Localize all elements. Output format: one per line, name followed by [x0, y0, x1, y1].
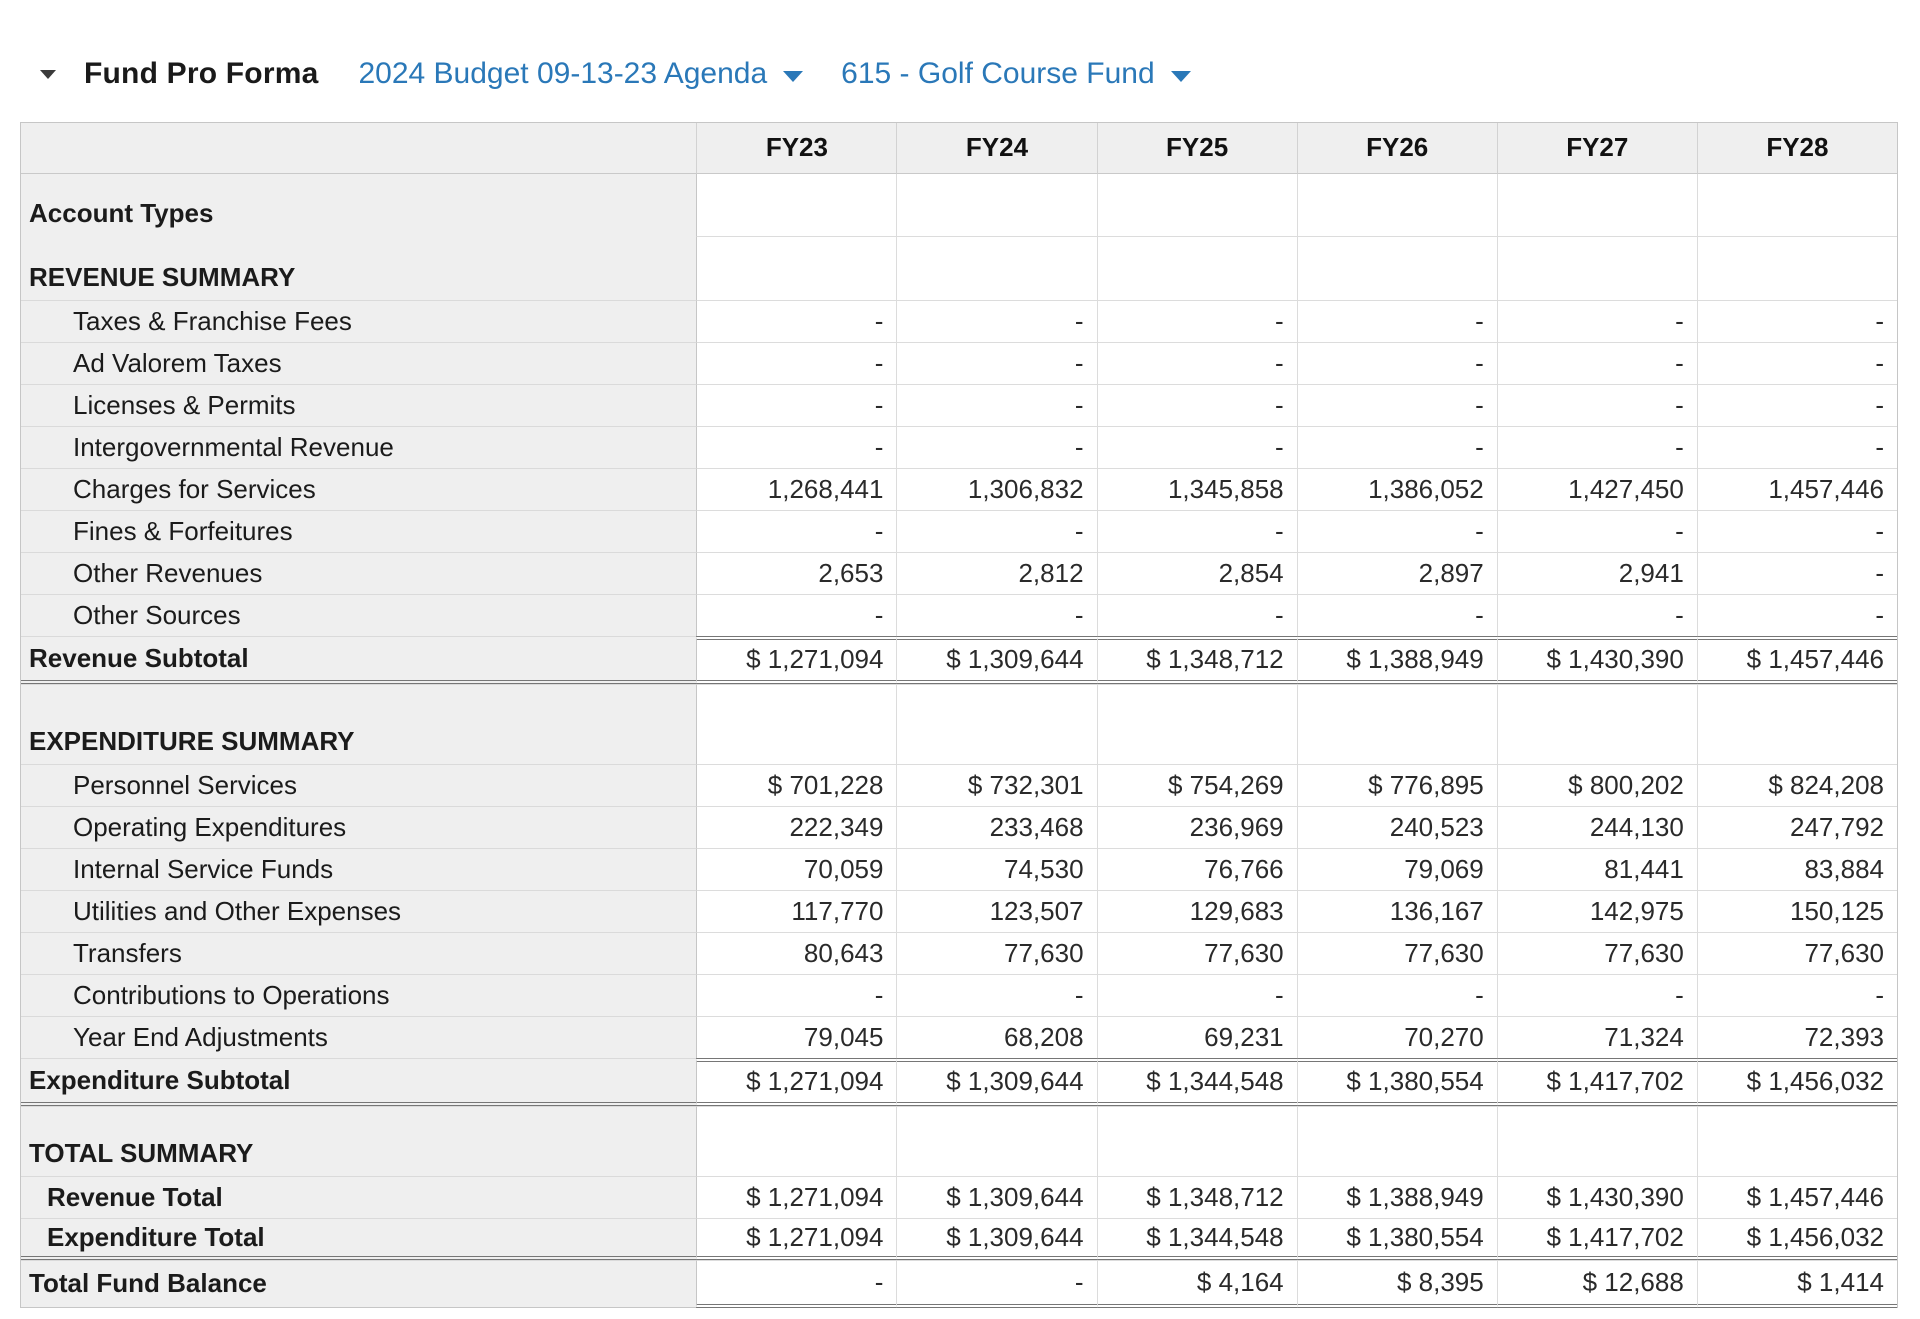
value-cell-fy26: 70,270 — [1297, 1016, 1497, 1058]
value-cell-fy26: $ 1,388,949 — [1297, 636, 1497, 684]
value-cell-fy24: 74,530 — [896, 848, 1096, 890]
value-cell-fy28: - — [1697, 426, 1897, 468]
table-row — [21, 974, 1897, 1016]
value-cell-fy27: 244,130 — [1497, 806, 1697, 848]
value-cell-fy27: - — [1497, 974, 1697, 1016]
value-cell-fy27: 142,975 — [1497, 890, 1697, 932]
value-cell-fy28: $ 1,457,446 — [1697, 636, 1897, 684]
value-cell-fy24 — [896, 1106, 1096, 1176]
value-cell-fy27: - — [1497, 384, 1697, 426]
value-cell-fy24 — [896, 236, 1096, 300]
row-label-cell: Taxes & Franchise Fees — [21, 300, 696, 342]
value-cell-fy23: 1,268,441 — [696, 468, 896, 510]
row-label-cell: REVENUE SUMMARY — [21, 236, 696, 300]
value-cell-fy25: $ 4,164 — [1097, 1260, 1297, 1308]
value-cell-fy25: - — [1097, 300, 1297, 342]
value-cell-fy27 — [1497, 174, 1697, 236]
table-row — [21, 806, 1897, 848]
row-label-cell: Other Revenues — [21, 552, 696, 594]
value-cell-fy26 — [1297, 684, 1497, 764]
value-cell-fy28: - — [1697, 974, 1897, 1016]
value-cell-fy23: $ 1,271,094 — [696, 636, 896, 684]
value-cell-fy23: $ 1,271,094 — [696, 1218, 896, 1260]
row-label-cell: Intergovernmental Revenue — [21, 426, 696, 468]
value-cell-fy26: - — [1297, 974, 1497, 1016]
row-label-cell: Other Sources — [21, 594, 696, 636]
table-row — [21, 764, 1897, 806]
row-label-cell: Fines & Forfeitures — [21, 510, 696, 552]
row-label-cell: Revenue Subtotal — [21, 636, 696, 684]
table-row — [21, 552, 1897, 594]
value-cell-fy24: $ 1,309,644 — [896, 636, 1096, 684]
value-cell-fy26: 2,897 — [1297, 552, 1497, 594]
value-cell-fy26: $ 1,388,949 — [1297, 1176, 1497, 1218]
value-cell-fy27: $ 1,430,390 — [1497, 636, 1697, 684]
value-cell-fy26: - — [1297, 300, 1497, 342]
value-cell-fy26 — [1297, 174, 1497, 236]
value-cell-fy25 — [1097, 174, 1297, 236]
value-cell-fy24: - — [896, 300, 1096, 342]
column-header-fy26: FY26 — [1297, 123, 1497, 174]
table-row — [21, 1176, 1897, 1218]
value-cell-fy28: - — [1697, 342, 1897, 384]
value-cell-fy27: - — [1497, 342, 1697, 384]
table-row — [21, 300, 1897, 342]
value-cell-fy26: $ 1,380,554 — [1297, 1218, 1497, 1260]
value-cell-fy28: 77,630 — [1697, 932, 1897, 974]
value-cell-fy23: $ 701,228 — [696, 764, 896, 806]
value-cell-fy23: - — [696, 300, 896, 342]
value-cell-fy23: - — [696, 1260, 896, 1308]
value-cell-fy27: - — [1497, 594, 1697, 636]
value-cell-fy24 — [896, 684, 1096, 764]
value-cell-fy25: 236,969 — [1097, 806, 1297, 848]
row-label-cell: Transfers — [21, 932, 696, 974]
value-cell-fy26: $ 1,380,554 — [1297, 1058, 1497, 1106]
value-cell-fy27: 2,941 — [1497, 552, 1697, 594]
value-cell-fy27: - — [1497, 426, 1697, 468]
row-label-cell: Expenditure Subtotal — [21, 1058, 696, 1106]
value-cell-fy27 — [1497, 1106, 1697, 1176]
value-cell-fy28: - — [1697, 384, 1897, 426]
value-cell-fy27: 81,441 — [1497, 848, 1697, 890]
table-row — [21, 594, 1897, 636]
row-label-cell: Operating Expenditures — [21, 806, 696, 848]
collapse-section-icon[interactable] — [40, 70, 56, 79]
table-row — [21, 174, 1897, 236]
row-label-cell: Revenue Total — [21, 1176, 696, 1218]
value-cell-fy24: - — [896, 342, 1096, 384]
row-label-cell: Utilities and Other Expenses — [21, 890, 696, 932]
table-row — [21, 426, 1897, 468]
value-cell-fy25 — [1097, 236, 1297, 300]
value-cell-fy27: - — [1497, 510, 1697, 552]
value-cell-fy23: 70,059 — [696, 848, 896, 890]
value-cell-fy23: 222,349 — [696, 806, 896, 848]
budget-selector-dropdown[interactable] — [358, 57, 803, 91]
value-cell-fy28: 1,457,446 — [1697, 468, 1897, 510]
value-cell-fy23: 80,643 — [696, 932, 896, 974]
value-cell-fy23 — [696, 684, 896, 764]
value-cell-fy25: 2,854 — [1097, 552, 1297, 594]
corner-header-cell — [21, 123, 696, 174]
value-cell-fy24: - — [896, 1260, 1096, 1308]
table-row — [21, 384, 1897, 426]
table-row — [21, 1058, 1897, 1106]
value-cell-fy26: 79,069 — [1297, 848, 1497, 890]
column-header-fy24: FY24 — [896, 123, 1096, 174]
value-cell-fy23: - — [696, 342, 896, 384]
value-cell-fy25: 1,345,858 — [1097, 468, 1297, 510]
fund-selector-label: 615 - Golf Course Fund — [841, 57, 1155, 90]
value-cell-fy26: - — [1297, 510, 1497, 552]
value-cell-fy24: 233,468 — [896, 806, 1096, 848]
value-cell-fy27: $ 1,430,390 — [1497, 1176, 1697, 1218]
page-title: Fund Pro Forma — [84, 57, 319, 90]
value-cell-fy28: 72,393 — [1697, 1016, 1897, 1058]
value-cell-fy27 — [1497, 236, 1697, 300]
column-header-fy25: FY25 — [1097, 123, 1297, 174]
value-cell-fy24: 68,208 — [896, 1016, 1096, 1058]
row-label-cell: Contributions to Operations — [21, 974, 696, 1016]
value-cell-fy24 — [896, 174, 1096, 236]
value-cell-fy23: 2,653 — [696, 552, 896, 594]
value-cell-fy24: $ 1,309,644 — [896, 1176, 1096, 1218]
row-label-cell: Licenses & Permits — [21, 384, 696, 426]
table-row — [21, 1106, 1897, 1176]
value-cell-fy26: - — [1297, 384, 1497, 426]
value-cell-fy24: - — [896, 594, 1096, 636]
table-row — [21, 1260, 1897, 1308]
value-cell-fy25: - — [1097, 342, 1297, 384]
row-label-cell: Personnel Services — [21, 764, 696, 806]
value-cell-fy26: $ 8,395 — [1297, 1260, 1497, 1308]
row-label-cell: Ad Valorem Taxes — [21, 342, 696, 384]
chevron-down-icon — [783, 71, 803, 82]
value-cell-fy25: $ 1,344,548 — [1097, 1058, 1297, 1106]
table-row — [21, 932, 1897, 974]
column-header-fy28: FY28 — [1697, 123, 1897, 174]
value-cell-fy24: 1,306,832 — [896, 468, 1096, 510]
value-cell-fy23: - — [696, 384, 896, 426]
value-cell-fy23 — [696, 174, 896, 236]
value-cell-fy25: 69,231 — [1097, 1016, 1297, 1058]
table-row — [21, 1016, 1897, 1058]
value-cell-fy25: $ 1,344,548 — [1097, 1218, 1297, 1260]
column-header-fy23: FY23 — [696, 123, 896, 174]
table-header — [21, 123, 1897, 174]
value-cell-fy28: 150,125 — [1697, 890, 1897, 932]
value-cell-fy28 — [1697, 236, 1897, 300]
value-cell-fy25: - — [1097, 384, 1297, 426]
value-cell-fy28: 83,884 — [1697, 848, 1897, 890]
value-cell-fy26: 240,523 — [1297, 806, 1497, 848]
row-label-cell: Total Fund Balance — [21, 1260, 696, 1308]
value-cell-fy28: $ 824,208 — [1697, 764, 1897, 806]
value-cell-fy24: - — [896, 974, 1096, 1016]
value-cell-fy25 — [1097, 684, 1297, 764]
value-cell-fy23: 117,770 — [696, 890, 896, 932]
value-cell-fy25: 129,683 — [1097, 890, 1297, 932]
value-cell-fy27 — [1497, 684, 1697, 764]
value-cell-fy27: 71,324 — [1497, 1016, 1697, 1058]
value-cell-fy26: - — [1297, 426, 1497, 468]
value-cell-fy24: $ 1,309,644 — [896, 1058, 1096, 1106]
value-cell-fy28: - — [1697, 594, 1897, 636]
value-cell-fy27: $ 12,688 — [1497, 1260, 1697, 1308]
value-cell-fy26: 136,167 — [1297, 890, 1497, 932]
value-cell-fy24: - — [896, 510, 1096, 552]
table-row — [21, 636, 1897, 684]
table-row — [21, 684, 1897, 764]
value-cell-fy25: - — [1097, 426, 1297, 468]
value-cell-fy28: $ 1,457,446 — [1697, 1176, 1897, 1218]
value-cell-fy23: 79,045 — [696, 1016, 896, 1058]
table-row — [21, 342, 1897, 384]
value-cell-fy26: - — [1297, 342, 1497, 384]
pro-forma-table — [20, 122, 1898, 1308]
table-row — [21, 236, 1897, 300]
table-row — [21, 848, 1897, 890]
value-cell-fy27: $ 1,417,702 — [1497, 1058, 1697, 1106]
row-label-cell: TOTAL SUMMARY — [21, 1106, 696, 1176]
value-cell-fy28: - — [1697, 510, 1897, 552]
table-row — [21, 468, 1897, 510]
row-label-cell: Expenditure Total — [21, 1218, 696, 1260]
value-cell-fy25: $ 1,348,712 — [1097, 1176, 1297, 1218]
value-cell-fy25: - — [1097, 974, 1297, 1016]
budget-selector-label: 2024 Budget 09-13-23 Agenda — [358, 57, 768, 90]
fund-selector-dropdown[interactable] — [841, 57, 1191, 91]
table-row — [21, 1218, 1897, 1260]
table-row — [21, 510, 1897, 552]
value-cell-fy25: 77,630 — [1097, 932, 1297, 974]
value-cell-fy24: - — [896, 384, 1096, 426]
value-cell-fy26: 77,630 — [1297, 932, 1497, 974]
value-cell-fy25: 76,766 — [1097, 848, 1297, 890]
value-cell-fy25 — [1097, 1106, 1297, 1176]
chevron-down-icon — [1171, 71, 1191, 82]
value-cell-fy27: $ 800,202 — [1497, 764, 1697, 806]
value-cell-fy25: - — [1097, 510, 1297, 552]
value-cell-fy24: $ 732,301 — [896, 764, 1096, 806]
value-cell-fy26: 1,386,052 — [1297, 468, 1497, 510]
value-cell-fy24: - — [896, 426, 1096, 468]
value-cell-fy23 — [696, 1106, 896, 1176]
value-cell-fy24: 77,630 — [896, 932, 1096, 974]
row-label-cell: EXPENDITURE SUMMARY — [21, 684, 696, 764]
column-header-fy27: FY27 — [1497, 123, 1697, 174]
value-cell-fy24: 123,507 — [896, 890, 1096, 932]
value-cell-fy23: - — [696, 594, 896, 636]
table-body — [21, 174, 1897, 1308]
value-cell-fy28 — [1697, 1106, 1897, 1176]
row-label-cell: Year End Adjustments — [21, 1016, 696, 1058]
value-cell-fy28: $ 1,456,032 — [1697, 1218, 1897, 1260]
value-cell-fy26: - — [1297, 594, 1497, 636]
value-cell-fy23: - — [696, 510, 896, 552]
value-cell-fy24: $ 1,309,644 — [896, 1218, 1096, 1260]
value-cell-fy25: $ 1,348,712 — [1097, 636, 1297, 684]
value-cell-fy26 — [1297, 236, 1497, 300]
value-cell-fy28 — [1697, 174, 1897, 236]
value-cell-fy27: $ 1,417,702 — [1497, 1218, 1697, 1260]
row-label-cell: Charges for Services — [21, 468, 696, 510]
header-row — [21, 123, 1897, 174]
value-cell-fy25: - — [1097, 594, 1297, 636]
table-row — [21, 890, 1897, 932]
value-cell-fy28: 247,792 — [1697, 806, 1897, 848]
value-cell-fy28 — [1697, 684, 1897, 764]
value-cell-fy28: $ 1,456,032 — [1697, 1058, 1897, 1106]
value-cell-fy23: - — [696, 426, 896, 468]
pro-forma-grid — [21, 123, 1897, 1308]
value-cell-fy23: $ 1,271,094 — [696, 1176, 896, 1218]
value-cell-fy23: - — [696, 974, 896, 1016]
value-cell-fy26 — [1297, 1106, 1497, 1176]
value-cell-fy25: $ 754,269 — [1097, 764, 1297, 806]
value-cell-fy26: $ 776,895 — [1297, 764, 1497, 806]
value-cell-fy28: - — [1697, 300, 1897, 342]
row-label-cell: Internal Service Funds — [21, 848, 696, 890]
value-cell-fy24: 2,812 — [896, 552, 1096, 594]
row-label-cell: Account Types — [21, 174, 696, 236]
value-cell-fy28: - — [1697, 552, 1897, 594]
toolbar — [20, 52, 1920, 96]
value-cell-fy28: $ 1,414 — [1697, 1260, 1897, 1308]
value-cell-fy27: 1,427,450 — [1497, 468, 1697, 510]
value-cell-fy23: $ 1,271,094 — [696, 1058, 896, 1106]
value-cell-fy23 — [696, 236, 896, 300]
value-cell-fy27: - — [1497, 300, 1697, 342]
value-cell-fy27: 77,630 — [1497, 932, 1697, 974]
